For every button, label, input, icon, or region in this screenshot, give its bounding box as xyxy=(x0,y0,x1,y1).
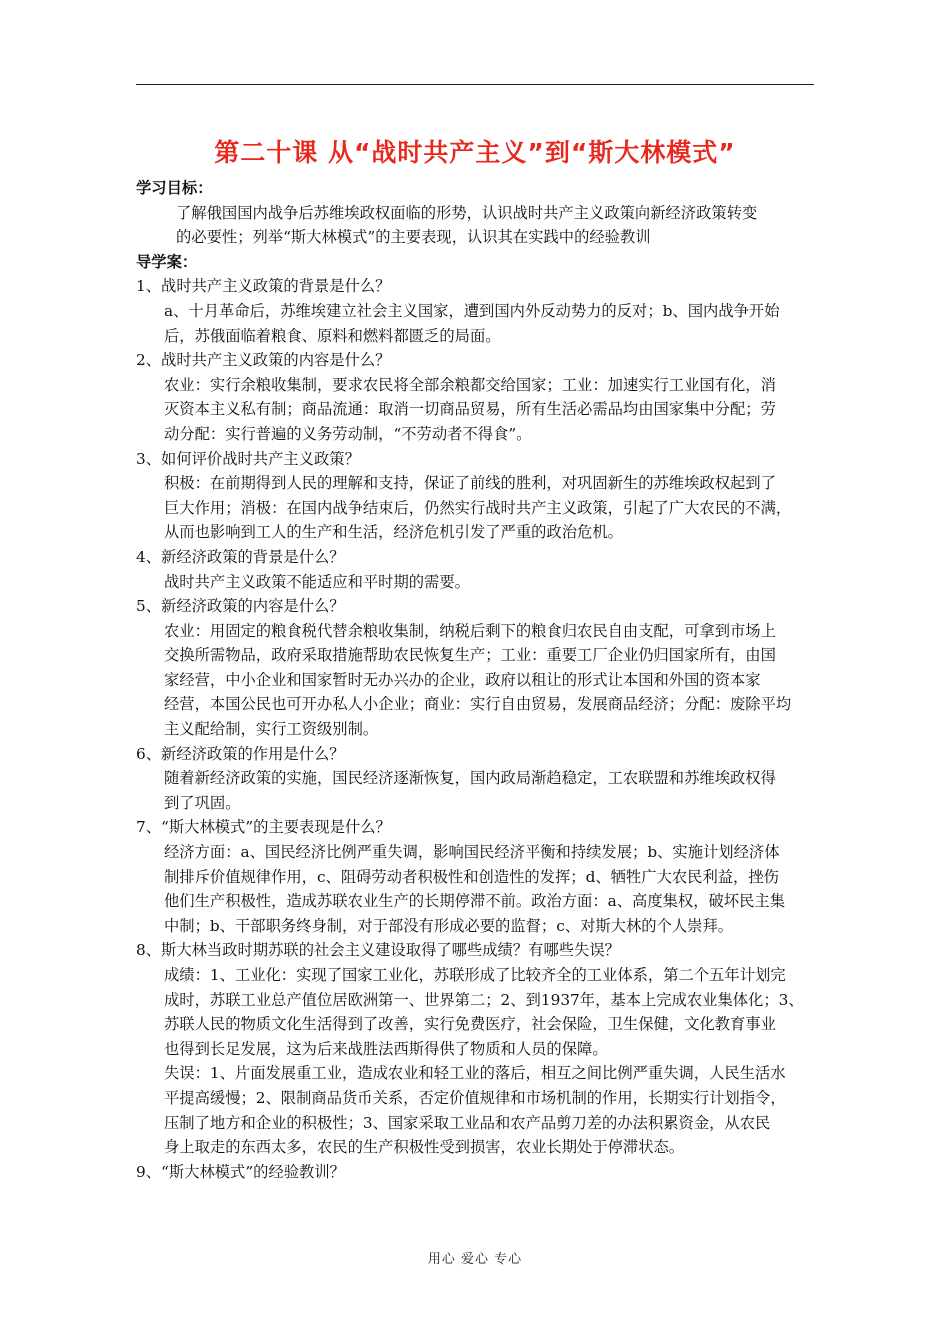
text-line: 4、新经济政策的背景是什么？ xyxy=(136,547,345,566)
text-line: 成时，苏联工业总产值位居欧洲第一、世界第二；2、到1937年，基本上完成农业集体化；3、 xyxy=(164,990,804,1009)
page-title: 第二十课 从“战时共产主义”到“斯大林模式” xyxy=(214,138,736,167)
text-line: 1、战时共产主义政策的背景是什么？ xyxy=(136,277,391,296)
text-line: 从而也影响到工人的生产和生活，经济危机引发了严重的政治危机。 xyxy=(164,523,623,542)
text-line: 7、“斯大林模式”的主要表现是什么？ xyxy=(136,818,391,837)
text-line: 巨大作用；消极：在国内战争结束后，仍然实行战时共产主义政策，引起了广大农民的不满， xyxy=(164,498,792,517)
text-line: 农业：实行余粮收集制，要求农民将全部余粮都交给国家；工业：加速实行工业国有化，消 xyxy=(164,375,776,394)
text-line: 积极：在前期得到人民的理解和支持，保证了前线的胜利，对巩固新生的苏维埃政权起到了 xyxy=(164,474,776,493)
text-line: 到了巩固。 xyxy=(164,793,241,812)
text-line: 他们生产积极性，造成苏联农业生产的长期停滞不前。政治方面：a、高度集权，破坏民主集 xyxy=(164,892,785,911)
text-line: 经济方面：a、国民经济比例严重失调，影响国民经济平衡和持续发展；b、实施计划经济体 xyxy=(164,843,780,862)
text-line: 成绩：1、工业化：实现了国家工业化，苏联形成了比较齐全的工业体系，第二个五年计划完 xyxy=(164,966,786,984)
text-line: 6、新经济政策的作用是什么？ xyxy=(136,744,345,763)
text-line: 苏联人民的物质文化生活得到了改善，实行免费医疗，社会保险，卫生保健，文化教育事业 xyxy=(164,1015,776,1034)
text-line: 灭资本主义私有制；商品流通：取消一切商品贸易，所有生活必需品均由国家集中分配；劳 xyxy=(164,400,776,419)
document-body xyxy=(136,176,826,1184)
text-line: 后，苏俄面临着粮食、原料和燃料都匮乏的局面。 xyxy=(164,326,501,345)
text-line: 家经营，中小企业和国家暂时无办兴办的企业，政府以租让的形式让本国和外国的资本家 xyxy=(164,670,761,689)
text-line: 交换所需物品，政府采取措施帮助农民恢复生产；工业：重要工厂企业仍归国家所有，由国 xyxy=(164,646,776,665)
section-heading: 导学案： xyxy=(136,252,198,271)
text-line: 3、如何评价战时共产主义政策？ xyxy=(136,449,360,468)
text-line: 8、斯大林当政时期苏联的社会主义建设取得了哪些成绩？有哪些失误？ xyxy=(136,941,620,960)
text-line: 的必要性；列举“斯大林模式”的主要表现，认识其在实践中的经验教训 xyxy=(176,228,651,247)
text-line: 随着新经济政策的实施，国民经济逐渐恢复，国内政局渐趋稳定，工农联盟和苏维埃政权得 xyxy=(164,769,776,788)
text-line: 主义配给制，实行工资级别制。 xyxy=(164,720,379,739)
text-line: 失误：1、片面发展重工业，造成农业和轻工业的落后，相互之间比例严重失调，人民生活水 xyxy=(164,1064,786,1083)
text-line: 身上取走的东西太多，农民的生产积极性受到损害，农业长期处于停滞状态。 xyxy=(164,1138,685,1157)
text-line: 农业：用固定的粮食税代替余粮收集制，纳税后剩下的粮食归农民自由支配，可拿到市场上 xyxy=(164,621,776,640)
text-line: a、十月革命后，苏维埃建立社会主义国家，遭到国内外反动势力的反对；b、国内战争开始 xyxy=(164,301,780,320)
text-line: 经营，本国公民也可开办私人小企业；商业：实行自由贸易，发展商品经济；分配：废除平均 xyxy=(164,695,792,714)
text-line: 动分配：实行普遍的义务劳动制，“不劳动者不得食”。 xyxy=(164,424,532,443)
text-line: 制排斥价值规律作用，c、阻碍劳动者积极性和创造性的发挥；d、牺牲广大农民利益，挫伤 xyxy=(164,867,779,886)
header-rule xyxy=(136,84,814,85)
text-line: 中制；b、干部职务终身制，对于部没有形成必要的监督；c、对斯大林的个人崇拜。 xyxy=(164,916,734,935)
text-line: 5、新经济政策的内容是什么？ xyxy=(136,597,345,616)
text-line: 2、战时共产主义政策的内容是什么？ xyxy=(136,351,391,370)
text-line: 平提高缓慢；2、限制商品货币关系，否定价值规律和市场机制的作用，长期实行计划指令， xyxy=(164,1088,786,1107)
text-line: 9、“斯大林模式”的经验教训？ xyxy=(136,1162,345,1181)
text-line: 战时共产主义政策不能适应和平时期的需要。 xyxy=(164,572,470,591)
text-line: 也得到长足发展，这为后来战胜法西斯得供了物质和人员的保障。 xyxy=(164,1039,608,1058)
text-line: 压制了地方和企业的积极性；3、国家采取工业品和农产品剪刀差的办法积累资金，从农民 xyxy=(164,1113,771,1132)
page-footer: 用心 爱心 专心 xyxy=(427,1252,523,1267)
section-heading: 学习目标： xyxy=(136,179,213,197)
text-line: 了解俄国国内战争后苏维埃政权面临的形势，认识战时共产主义政策向新经济政策转变 xyxy=(176,203,758,222)
